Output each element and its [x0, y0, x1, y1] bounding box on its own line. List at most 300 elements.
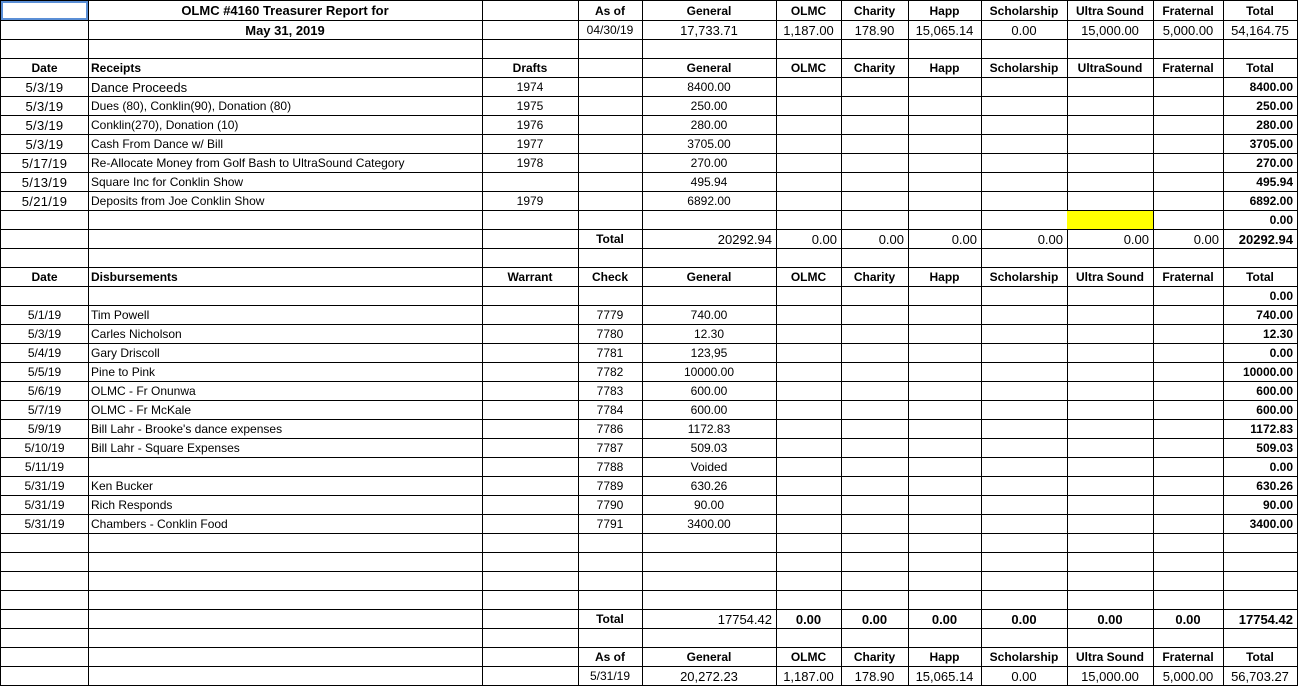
empty-cell[interactable]	[88, 40, 483, 59]
empty-cell[interactable]	[841, 154, 909, 173]
opening-value-fraternal[interactable]: 5,000.00	[1153, 21, 1224, 40]
empty-cell[interactable]	[1067, 420, 1154, 439]
disb-header-fraternal[interactable]: Fraternal	[1153, 268, 1224, 287]
empty-cell[interactable]	[908, 306, 982, 325]
empty-cell[interactable]	[841, 439, 909, 458]
disb-header-charity[interactable]: Charity	[841, 268, 909, 287]
disb-grand-total-happ[interactable]: 0.00	[908, 610, 982, 629]
empty-cell[interactable]	[642, 249, 777, 268]
empty-cell[interactable]	[1153, 306, 1224, 325]
disb-general[interactable]: 10000.00	[642, 363, 777, 382]
receipt-draft[interactable]	[482, 211, 579, 230]
empty-cell[interactable]	[841, 382, 909, 401]
disb-header-happ[interactable]: Happ	[908, 268, 982, 287]
closing-header-total[interactable]: Total	[1223, 648, 1298, 667]
empty-cell[interactable]	[981, 287, 1068, 306]
empty-cell[interactable]	[1153, 382, 1224, 401]
empty-cell[interactable]	[1153, 629, 1224, 648]
empty-cell[interactable]	[776, 591, 842, 610]
disb-general[interactable]: 1172.83	[642, 420, 777, 439]
disb-total-label[interactable]: Total	[578, 610, 643, 629]
receipt-general[interactable]: 6892.00	[642, 192, 777, 211]
empty-cell[interactable]	[776, 534, 842, 553]
empty-cell[interactable]	[578, 629, 643, 648]
disb-payee[interactable]	[88, 458, 483, 477]
empty-cell[interactable]	[908, 97, 982, 116]
closing-header-general[interactable]: General	[642, 648, 777, 667]
disb-header-date[interactable]: Date	[0, 268, 89, 287]
receipt-date[interactable]: 5/17/19	[0, 154, 89, 173]
empty-cell[interactable]	[841, 192, 909, 211]
empty-cell[interactable]	[642, 629, 777, 648]
empty-cell[interactable]	[1067, 135, 1154, 154]
disb-grand-total-olmc[interactable]: 0.00	[776, 610, 842, 629]
empty-cell[interactable]	[1153, 572, 1224, 591]
empty-cell[interactable]	[0, 534, 89, 553]
receipt-description[interactable]: Conklin(270), Donation (10)	[88, 116, 483, 135]
disb-general[interactable]: 123,95	[642, 344, 777, 363]
empty-cell[interactable]	[1153, 496, 1224, 515]
empty-cell[interactable]	[578, 78, 643, 97]
empty-cell[interactable]	[776, 572, 842, 591]
empty-cell[interactable]	[841, 116, 909, 135]
empty-cell[interactable]	[1153, 477, 1224, 496]
receipt-draft[interactable]	[482, 173, 579, 192]
empty-cell[interactable]	[1153, 135, 1224, 154]
empty-cell[interactable]	[841, 553, 909, 572]
empty-cell[interactable]	[908, 572, 982, 591]
disb-check[interactable]: 7784	[578, 401, 643, 420]
receipt-total[interactable]: 6892.00	[1223, 192, 1298, 211]
disb-total[interactable]: 630.26	[1223, 477, 1298, 496]
empty-cell[interactable]	[908, 344, 982, 363]
receipts-header-fraternal[interactable]: Fraternal	[1153, 59, 1224, 78]
empty-cell[interactable]	[88, 629, 483, 648]
disb-header-general[interactable]: General	[642, 268, 777, 287]
receipt-date[interactable]	[0, 211, 89, 230]
empty-cell[interactable]	[482, 496, 579, 515]
empty-cell[interactable]	[841, 78, 909, 97]
empty-cell[interactable]	[88, 667, 483, 686]
empty-cell[interactable]	[776, 515, 842, 534]
opening-value-olmc[interactable]: 1,187.00	[776, 21, 842, 40]
receipt-total[interactable]: 270.00	[1223, 154, 1298, 173]
empty-cell[interactable]	[776, 192, 842, 211]
empty-cell[interactable]	[88, 610, 483, 629]
receipt-date[interactable]: 5/21/19	[0, 192, 89, 211]
empty-cell[interactable]	[578, 249, 643, 268]
empty-cell[interactable]	[0, 572, 89, 591]
empty-cell[interactable]	[908, 534, 982, 553]
disb-total[interactable]: 90.00	[1223, 496, 1298, 515]
empty-cell[interactable]	[908, 496, 982, 515]
empty-cell[interactable]	[1067, 363, 1154, 382]
empty-cell[interactable]	[1067, 173, 1154, 192]
empty-cell[interactable]	[908, 591, 982, 610]
receipt-description[interactable]: Re-Allocate Money from Golf Bash to UltraSound Category	[88, 154, 483, 173]
closing-value-olmc[interactable]: 1,187.00	[776, 667, 842, 686]
opening-header-ultrasound[interactable]: Ultra Sound	[1067, 0, 1154, 21]
empty-cell[interactable]	[841, 211, 909, 230]
empty-cell[interactable]	[981, 534, 1068, 553]
disb-general[interactable]: 509.03	[642, 439, 777, 458]
empty-cell[interactable]	[981, 496, 1068, 515]
empty-cell[interactable]	[981, 515, 1068, 534]
disb-grand-total-charity[interactable]: 0.00	[841, 610, 909, 629]
empty-cell[interactable]	[482, 572, 579, 591]
opening-value-charity[interactable]: 178.90	[841, 21, 909, 40]
empty-cell[interactable]	[1153, 515, 1224, 534]
empty-cell[interactable]	[642, 553, 777, 572]
empty-cell[interactable]	[0, 667, 89, 686]
disb-payee[interactable]: Tim Powell	[88, 306, 483, 325]
empty-cell[interactable]	[1153, 439, 1224, 458]
empty-cell[interactable]	[981, 382, 1068, 401]
receipts-total-olmc[interactable]: 0.00	[776, 230, 842, 249]
empty-cell[interactable]	[981, 458, 1068, 477]
receipt-description[interactable]: Cash From Dance w/ Bill	[88, 135, 483, 154]
empty-cell[interactable]	[776, 439, 842, 458]
empty-cell[interactable]	[1067, 287, 1154, 306]
receipts-header-happ[interactable]: Happ	[908, 59, 982, 78]
empty-cell[interactable]	[981, 344, 1068, 363]
empty-cell[interactable]	[908, 173, 982, 192]
closing-value-fraternal[interactable]: 5,000.00	[1153, 667, 1224, 686]
empty-cell[interactable]	[841, 363, 909, 382]
empty-cell[interactable]	[908, 477, 982, 496]
disb-general[interactable]: 740.00	[642, 306, 777, 325]
empty-cell[interactable]	[0, 40, 89, 59]
empty-cell[interactable]	[841, 401, 909, 420]
empty-cell[interactable]	[776, 249, 842, 268]
empty-cell[interactable]	[776, 116, 842, 135]
empty-cell[interactable]	[841, 173, 909, 192]
empty-cell[interactable]	[482, 591, 579, 610]
empty-cell[interactable]	[776, 173, 842, 192]
opening-header-happ[interactable]: Happ	[908, 0, 982, 21]
empty-cell[interactable]	[1153, 287, 1224, 306]
receipt-total[interactable]: 495.94	[1223, 173, 1298, 192]
empty-cell[interactable]	[908, 249, 982, 268]
receipt-date[interactable]: 5/3/19	[0, 116, 89, 135]
empty-cell[interactable]	[841, 287, 909, 306]
closing-value-total[interactable]: 56,703.27	[1223, 667, 1298, 686]
opening-header-total[interactable]: Total	[1223, 0, 1298, 21]
empty-cell[interactable]	[578, 591, 643, 610]
report-title-line1[interactable]: OLMC #4160 Treasurer Report for	[88, 0, 483, 21]
disb-date[interactable]: 5/4/19	[0, 344, 89, 363]
disb-date[interactable]: 5/1/19	[0, 306, 89, 325]
receipts-total-label[interactable]: Total	[578, 230, 643, 249]
disb-check[interactable]: 7779	[578, 306, 643, 325]
opening-value-total[interactable]: 54,164.75	[1223, 21, 1298, 40]
disb-total[interactable]: 10000.00	[1223, 363, 1298, 382]
disb-payee[interactable]: Bill Lahr - Square Expenses	[88, 439, 483, 458]
empty-cell[interactable]	[908, 382, 982, 401]
empty-cell[interactable]	[1153, 116, 1224, 135]
empty-cell[interactable]	[578, 97, 643, 116]
opening-header-charity[interactable]: Charity	[841, 0, 909, 21]
empty-cell[interactable]	[841, 458, 909, 477]
receipts-header-charity[interactable]: Charity	[841, 59, 909, 78]
opening-header-fraternal[interactable]: Fraternal	[1153, 0, 1224, 21]
empty-cell[interactable]	[578, 192, 643, 211]
receipts-total-scholarship[interactable]: 0.00	[981, 230, 1068, 249]
empty-cell[interactable]	[841, 325, 909, 344]
empty-cell[interactable]	[1067, 534, 1154, 553]
closing-as-of-label[interactable]: As of	[578, 648, 643, 667]
disb-payee[interactable]: OLMC - Fr Onunwa	[88, 382, 483, 401]
receipt-date[interactable]: 5/3/19	[0, 135, 89, 154]
opening-value-general[interactable]: 17,733.71	[642, 21, 777, 40]
disb-general[interactable]: 600.00	[642, 382, 777, 401]
disb-check[interactable]: 7783	[578, 382, 643, 401]
closing-value-scholarship[interactable]: 0.00	[981, 667, 1068, 686]
empty-cell[interactable]	[1223, 40, 1298, 59]
empty-cell[interactable]	[578, 135, 643, 154]
empty-cell[interactable]	[981, 135, 1068, 154]
empty-cell[interactable]	[981, 211, 1068, 230]
receipt-draft[interactable]: 1976	[482, 116, 579, 135]
empty-cell[interactable]	[1223, 591, 1298, 610]
empty-cell[interactable]	[482, 401, 579, 420]
disb-date[interactable]: 5/6/19	[0, 382, 89, 401]
empty-cell[interactable]	[1067, 382, 1154, 401]
empty-cell[interactable]	[981, 154, 1068, 173]
receipt-draft[interactable]: 1974	[482, 78, 579, 97]
empty-cell[interactable]	[1153, 40, 1224, 59]
empty-cell[interactable]	[776, 78, 842, 97]
empty-cell[interactable]	[1153, 553, 1224, 572]
empty-cell[interactable]	[908, 116, 982, 135]
empty-cell[interactable]	[578, 59, 643, 78]
disb-general[interactable]: 630.26	[642, 477, 777, 496]
empty-cell[interactable]	[776, 420, 842, 439]
empty-cell[interactable]	[88, 287, 483, 306]
receipt-draft[interactable]: 1975	[482, 97, 579, 116]
disb-check[interactable]: 7787	[578, 439, 643, 458]
disb-header-check[interactable]: Check	[578, 268, 643, 287]
empty-cell[interactable]	[1153, 173, 1224, 192]
empty-cell[interactable]	[908, 154, 982, 173]
empty-cell[interactable]	[1067, 116, 1154, 135]
disb-total[interactable]: 600.00	[1223, 401, 1298, 420]
empty-cell[interactable]	[1067, 401, 1154, 420]
empty-cell[interactable]	[1153, 211, 1224, 230]
empty-cell[interactable]	[578, 572, 643, 591]
disb-total[interactable]: 1172.83	[1223, 420, 1298, 439]
disb-total[interactable]: 0.00	[1223, 287, 1298, 306]
opening-value-scholarship[interactable]: 0.00	[981, 21, 1068, 40]
empty-cell[interactable]	[1153, 401, 1224, 420]
empty-cell[interactable]	[1223, 249, 1298, 268]
disb-header-ultrasound[interactable]: Ultra Sound	[1067, 268, 1154, 287]
receipts-header-olmc[interactable]: OLMC	[776, 59, 842, 78]
as-of-label[interactable]: As of	[578, 0, 643, 21]
empty-cell[interactable]	[981, 173, 1068, 192]
empty-cell[interactable]	[1067, 515, 1154, 534]
disb-check[interactable]: 7782	[578, 363, 643, 382]
closing-header-olmc[interactable]: OLMC	[776, 648, 842, 667]
disb-header-scholarship[interactable]: Scholarship	[981, 268, 1068, 287]
disb-header-olmc[interactable]: OLMC	[776, 268, 842, 287]
empty-cell[interactable]	[1067, 40, 1154, 59]
disb-grand-total-ultrasound[interactable]: 0.00	[1067, 610, 1154, 629]
empty-cell[interactable]	[482, 477, 579, 496]
empty-cell[interactable]	[88, 648, 483, 667]
disb-total[interactable]: 12.30	[1223, 325, 1298, 344]
empty-cell[interactable]	[88, 591, 483, 610]
closing-value-charity[interactable]: 178.90	[841, 667, 909, 686]
empty-cell[interactable]	[776, 154, 842, 173]
empty-cell[interactable]	[776, 211, 842, 230]
empty-cell[interactable]	[981, 420, 1068, 439]
empty-cell[interactable]	[908, 629, 982, 648]
closing-value-ultrasound[interactable]: 15,000.00	[1067, 667, 1154, 686]
report-title-line2[interactable]: May 31, 2019	[88, 21, 483, 40]
empty-cell[interactable]	[981, 40, 1068, 59]
empty-cell[interactable]	[88, 572, 483, 591]
disb-general[interactable]: 600.00	[642, 401, 777, 420]
empty-cell[interactable]	[482, 325, 579, 344]
receipts-header-drafts[interactable]: Drafts	[482, 59, 579, 78]
empty-cell[interactable]	[841, 572, 909, 591]
disb-date[interactable]: 5/31/19	[0, 515, 89, 534]
empty-cell[interactable]	[908, 325, 982, 344]
empty-cell[interactable]	[578, 116, 643, 135]
disb-date[interactable]: 5/10/19	[0, 439, 89, 458]
receipt-date[interactable]: 5/3/19	[0, 78, 89, 97]
empty-cell[interactable]	[1067, 439, 1154, 458]
empty-cell[interactable]	[1067, 572, 1154, 591]
empty-cell[interactable]	[88, 534, 483, 553]
empty-cell[interactable]	[981, 249, 1068, 268]
empty-cell[interactable]	[1153, 97, 1224, 116]
empty-cell[interactable]	[1153, 154, 1224, 173]
empty-cell[interactable]	[1067, 458, 1154, 477]
opening-as-of-date[interactable]: 04/30/19	[578, 21, 643, 40]
disb-payee[interactable]: Carles Nicholson	[88, 325, 483, 344]
empty-cell[interactable]	[1153, 534, 1224, 553]
empty-cell[interactable]	[841, 629, 909, 648]
disb-total[interactable]: 3400.00	[1223, 515, 1298, 534]
empty-cell[interactable]	[776, 401, 842, 420]
empty-cell[interactable]	[841, 40, 909, 59]
empty-cell[interactable]	[908, 439, 982, 458]
empty-cell[interactable]	[841, 135, 909, 154]
empty-cell[interactable]	[776, 344, 842, 363]
receipt-draft[interactable]: 1979	[482, 192, 579, 211]
empty-cell[interactable]	[1153, 458, 1224, 477]
empty-cell[interactable]	[1067, 591, 1154, 610]
disb-grand-total-fraternal[interactable]: 0.00	[1153, 610, 1224, 629]
empty-cell[interactable]	[841, 306, 909, 325]
closing-header-charity[interactable]: Charity	[841, 648, 909, 667]
empty-cell[interactable]	[642, 534, 777, 553]
receipt-description[interactable]: Dance Proceeds	[88, 78, 483, 97]
empty-cell[interactable]	[776, 325, 842, 344]
empty-cell[interactable]	[1223, 534, 1298, 553]
empty-cell[interactable]	[482, 667, 579, 686]
disb-payee[interactable]: Bill Lahr - Brooke's dance expenses	[88, 420, 483, 439]
receipt-description[interactable]	[88, 211, 483, 230]
receipts-total-fraternal[interactable]: 0.00	[1153, 230, 1224, 249]
closing-header-fraternal[interactable]: Fraternal	[1153, 648, 1224, 667]
empty-cell[interactable]	[908, 211, 982, 230]
empty-cell[interactable]	[841, 591, 909, 610]
receipt-total[interactable]: 0.00	[1223, 211, 1298, 230]
empty-cell[interactable]	[841, 344, 909, 363]
empty-cell[interactable]	[908, 287, 982, 306]
empty-cell[interactable]	[1223, 553, 1298, 572]
receipt-draft[interactable]: 1978	[482, 154, 579, 173]
disb-total[interactable]: 509.03	[1223, 439, 1298, 458]
empty-cell[interactable]	[1153, 344, 1224, 363]
empty-cell[interactable]	[642, 287, 777, 306]
disb-check[interactable]: 7791	[578, 515, 643, 534]
empty-cell[interactable]	[1153, 78, 1224, 97]
disb-payee[interactable]: Rich Responds	[88, 496, 483, 515]
empty-cell[interactable]	[578, 211, 643, 230]
empty-cell[interactable]	[88, 249, 483, 268]
disb-total[interactable]: 0.00	[1223, 458, 1298, 477]
empty-cell[interactable]	[1153, 420, 1224, 439]
closing-header-scholarship[interactable]: Scholarship	[981, 648, 1068, 667]
disb-date[interactable]: 5/31/19	[0, 496, 89, 515]
receipt-total[interactable]: 3705.00	[1223, 135, 1298, 154]
receipt-general[interactable]: 280.00	[642, 116, 777, 135]
empty-cell[interactable]	[1223, 572, 1298, 591]
empty-cell[interactable]	[0, 287, 89, 306]
empty-cell[interactable]	[908, 135, 982, 154]
empty-cell[interactable]	[1067, 629, 1154, 648]
receipt-general[interactable]: 8400.00	[642, 78, 777, 97]
receipts-total-ultrasound[interactable]: 0.00	[1067, 230, 1154, 249]
disb-general[interactable]: 12.30	[642, 325, 777, 344]
disb-check[interactable]: 7790	[578, 496, 643, 515]
empty-cell[interactable]	[908, 363, 982, 382]
disb-header-total[interactable]: Total	[1223, 268, 1298, 287]
receipt-general[interactable]: 495.94	[642, 173, 777, 192]
empty-cell[interactable]	[908, 401, 982, 420]
empty-cell[interactable]	[981, 629, 1068, 648]
receipt-date[interactable]: 5/13/19	[0, 173, 89, 192]
opening-value-ultrasound[interactable]: 15,000.00	[1067, 21, 1154, 40]
receipts-total-general[interactable]: 20292.94	[642, 230, 777, 249]
disb-general[interactable]: Voided	[642, 458, 777, 477]
disb-header-desc[interactable]: Disbursements	[88, 268, 483, 287]
empty-cell[interactable]	[981, 401, 1068, 420]
receipts-header-scholarship[interactable]: Scholarship	[981, 59, 1068, 78]
empty-cell[interactable]	[482, 40, 579, 59]
empty-cell[interactable]	[1067, 496, 1154, 515]
selected-cell[interactable]	[0, 0, 89, 21]
disb-total[interactable]: 0.00	[1223, 344, 1298, 363]
receipts-header-date[interactable]: Date	[0, 59, 89, 78]
empty-cell[interactable]	[841, 515, 909, 534]
empty-cell[interactable]	[1153, 249, 1224, 268]
empty-cell[interactable]	[0, 591, 89, 610]
empty-cell[interactable]	[981, 363, 1068, 382]
opening-header-olmc[interactable]: OLMC	[776, 0, 842, 21]
receipt-general[interactable]	[642, 211, 777, 230]
disb-grand-total-total[interactable]: 17754.42	[1223, 610, 1298, 629]
empty-cell[interactable]	[1223, 629, 1298, 648]
empty-cell[interactable]	[981, 591, 1068, 610]
receipt-draft[interactable]: 1977	[482, 135, 579, 154]
empty-cell[interactable]	[0, 610, 89, 629]
receipts-total-charity[interactable]: 0.00	[841, 230, 909, 249]
